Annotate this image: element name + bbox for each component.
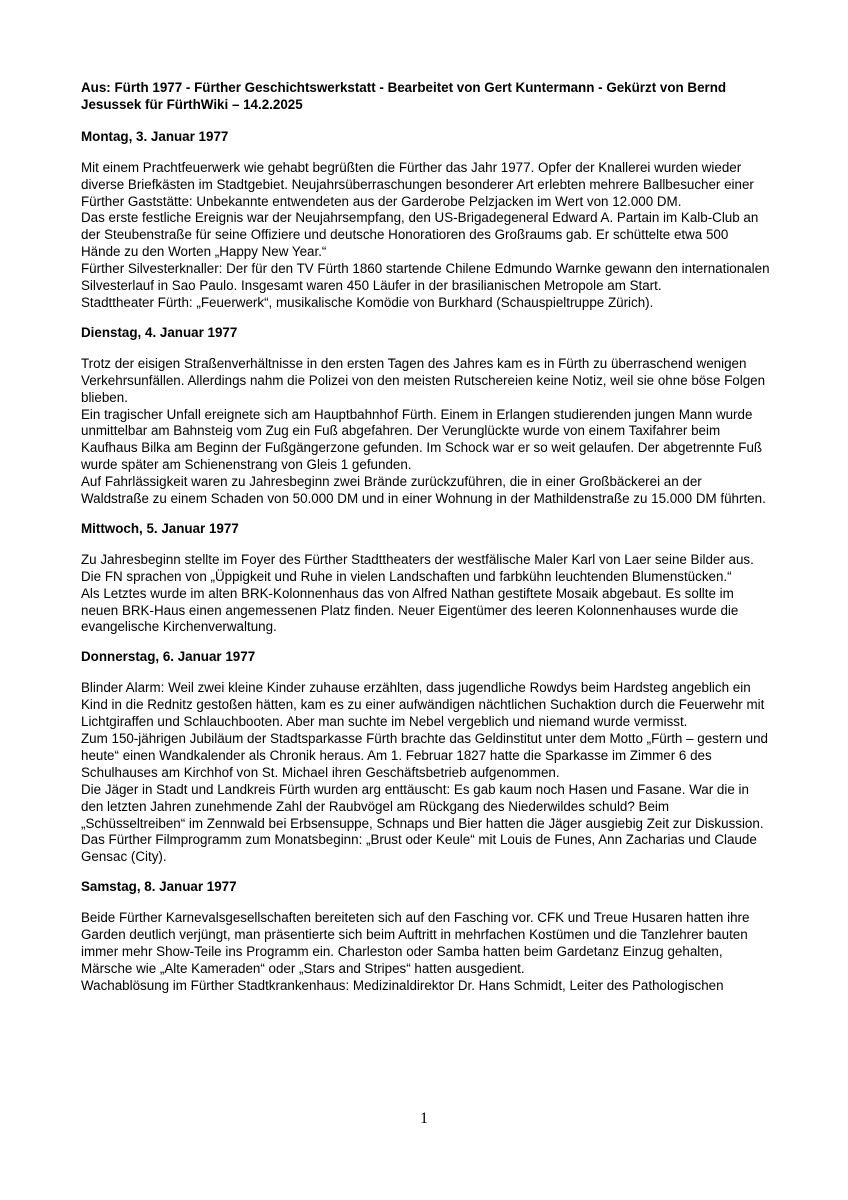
paragraph: Das erste festliche Ereignis war der Neujahrsempfang, den US-Brigadegeneral Edward A. Partain im Kalb-Club an der Steubenstraße für seine Offiziere und deutsche Honoratioren des Großraums gab. Er schüttelte etwa 500 Hände zu den Worten „Happy New Year.“ bbox=[81, 210, 759, 260]
section-heading: Donnerstag, 6. Januar 1977 bbox=[81, 649, 256, 665]
paragraph: Beide Fürther Karnevalsgesellschaften bereiteten sich auf den Fasching vor. CFK und Treue Husaren hatten ihre Garden deutlich verjüngt, man präsentierte sich beim Auftritt in mehrfachen Kostümen und die Tanzlehrer bauten immer mehr Show-Teile ins Programm ein. Charleston oder Samba hatten beim Gardetanz Einzug gehalten, Märsche wie „Alte Kameraden“ oder „Stars and Stripes“ hatten ausgedient. bbox=[81, 910, 750, 976]
paragraph: Stadttheater Fürth: „Feuerwerk“, musikalische Komödie von Burkhard (Schauspieltruppe Zürich). bbox=[81, 294, 654, 310]
paragraph: Die Jäger in Stadt und Landkreis Fürth wurden arg enttäuscht: Es gab kaum noch Hasen und Fasane. War die in den letzten Jahren zunehmende Zahl der Raubvögel am Rückgang des Niederwildes schuld? Beim „Schüsseltreiben“ im Zennwald bei Erbsensuppe, Schnaps und Bier hatten die Jäger ausgiebig Zeit zur Diskussion. bbox=[81, 781, 764, 831]
paragraph: Zu Jahresbeginn stellte im Foyer des Fürther Stadttheaters der westfälische Maler Karl von Laer seine Bilder aus. Die FN sprachen von „Üppigkeit und Ruhe in vielen Landschaften und farbkühn leuchtenden Blumenstücken.“ bbox=[81, 551, 754, 584]
paragraph: Zum 150-jährigen Jubiläum der Stadtsparkasse Fürth brachte das Geldinstitut unter dem Motto „Fürth – gestern und heute“ einen Wandkalender als Chronik heraus. Am 1. Februar 1827 hatte die Sparkasse im Zimmer 6 des Schulhauses am Kirchhof von St. Michael ihren Geschäftsbetrieb aufgenommen. bbox=[81, 731, 768, 780]
paragraph: Blinder Alarm: Weil zwei kleine Kinder zuhause erzählten, dass jugendliche Rowdys beim Hardsteg angeblich ein Kind in die Rednitz gestoßen hätten, kam es zu einer aufwändigen nächtlichen Suchaktion durch die Feuerwehr mit Lichtgiraffen und Schlauchbooten. Aber man suchte im Nebel vergeblich und niemand wurde vermisst. bbox=[81, 680, 765, 730]
paragraph: Ein tragischer Unfall ereignete sich am Hauptbahnhof Fürth. Einem in Erlangen studierenden jungen Mann wurde unmittelbar am Bahnsteig vom Zug ein Fuß abgefahren. Der Verunglückte wurde von einem Taxifahrer beim Kaufhaus Bilka am Beginn der Fußgängerzone gefunden. Im Schock war er so weit gelaufen. Der abgetrennte Fuß wurde später am Schienenstrang von Gleis 1 gefunden. bbox=[81, 406, 763, 473]
section-heading: Mittwoch, 5. Januar 1977 bbox=[81, 520, 239, 536]
paragraph: Als Letztes wurde im alten BRK-Kolonnenhaus das von Alfred Nathan gestiftete Mosaik abgebaut. Es sollte im neuen BRK-Haus einen angemessenen Platz finden. Neuer Eigentümer des leeren Kolonnenhauses wurde die evangelische Kirchenverwaltung. bbox=[81, 585, 739, 635]
paragraph: Das Fürther Filmprogramm zum Monatsbeginn: „Brust oder Keule“ mit Louis de Funes, Ann Zacharias und Claude Gensac (City). bbox=[81, 832, 757, 865]
paragraph: Wachablösung im Fürther Stadtkrankenhaus: Medizinaldirektor Dr. Hans Schmidt, Leiter des Pathologischen bbox=[81, 977, 724, 993]
paragraph: Fürther Silvesterknaller: Der für den TV Fürth 1860 startende Chilene Edmundo Warnke gewann den internationalen Silvesterlauf in Sao Paulo. Insgesamt waren 450 Läufer in der brasilianischen Metropole am Start. bbox=[81, 261, 770, 294]
section-heading: Montag, 3. Januar 1977 bbox=[81, 128, 229, 144]
section-heading: Samstag, 8. Januar 1977 bbox=[81, 879, 237, 895]
paragraph: Mit einem Prachtfeuerwerk wie gehabt begrüßten die Fürther das Jahr 1977. Opfer der Knallerei wurden wieder diverse Briefkästen im Stadtgebiet. Neujahrsüberraschungen besonderer Art erlebten mehrere Ballbesucher einer Fürther Gaststätte: Unbekannte entwendeten aus der Garderobe Pelzjacken im Wert von 12.000 DM. bbox=[81, 159, 754, 209]
document-header: Aus: Fürth 1977 - Fürther Geschichtswerkstatt - Bearbeitet von Gert Kuntermann - Gekürzt von Bernd Jesussek für FürthWiki – 14.2.2025 bbox=[81, 80, 727, 112]
section-montag bbox=[81, 129, 771, 312]
paragraph: Trotz der eisigen Straßenverhältnisse in den ersten Tagen des Jahres kam es in Fürth zu überraschend wenigen Verkehrsunfällen. Allerdings nahm die Polizei von den meisten Rutschereien keine Notiz, weil sie ohne böse Folgen blieben. bbox=[81, 355, 766, 405]
section-samstag bbox=[81, 879, 771, 994]
section-heading: Dienstag, 4. Januar 1977 bbox=[81, 324, 238, 340]
page-number: 1 bbox=[420, 1110, 428, 1127]
page-content bbox=[81, 80, 771, 1008]
section-donnerstag bbox=[81, 649, 771, 866]
section-dienstag bbox=[81, 325, 771, 508]
paragraph: Auf Fahrlässigkeit waren zu Jahresbeginn zwei Brände zurückzuführen, die in einer Großbäckerei an der Waldstraße zu einem Schaden von 50.000 DM und in einer Wohnung in der Mathildenstraße zu 15.000 DM führten. bbox=[81, 474, 766, 507]
section-mittwoch bbox=[81, 521, 771, 636]
